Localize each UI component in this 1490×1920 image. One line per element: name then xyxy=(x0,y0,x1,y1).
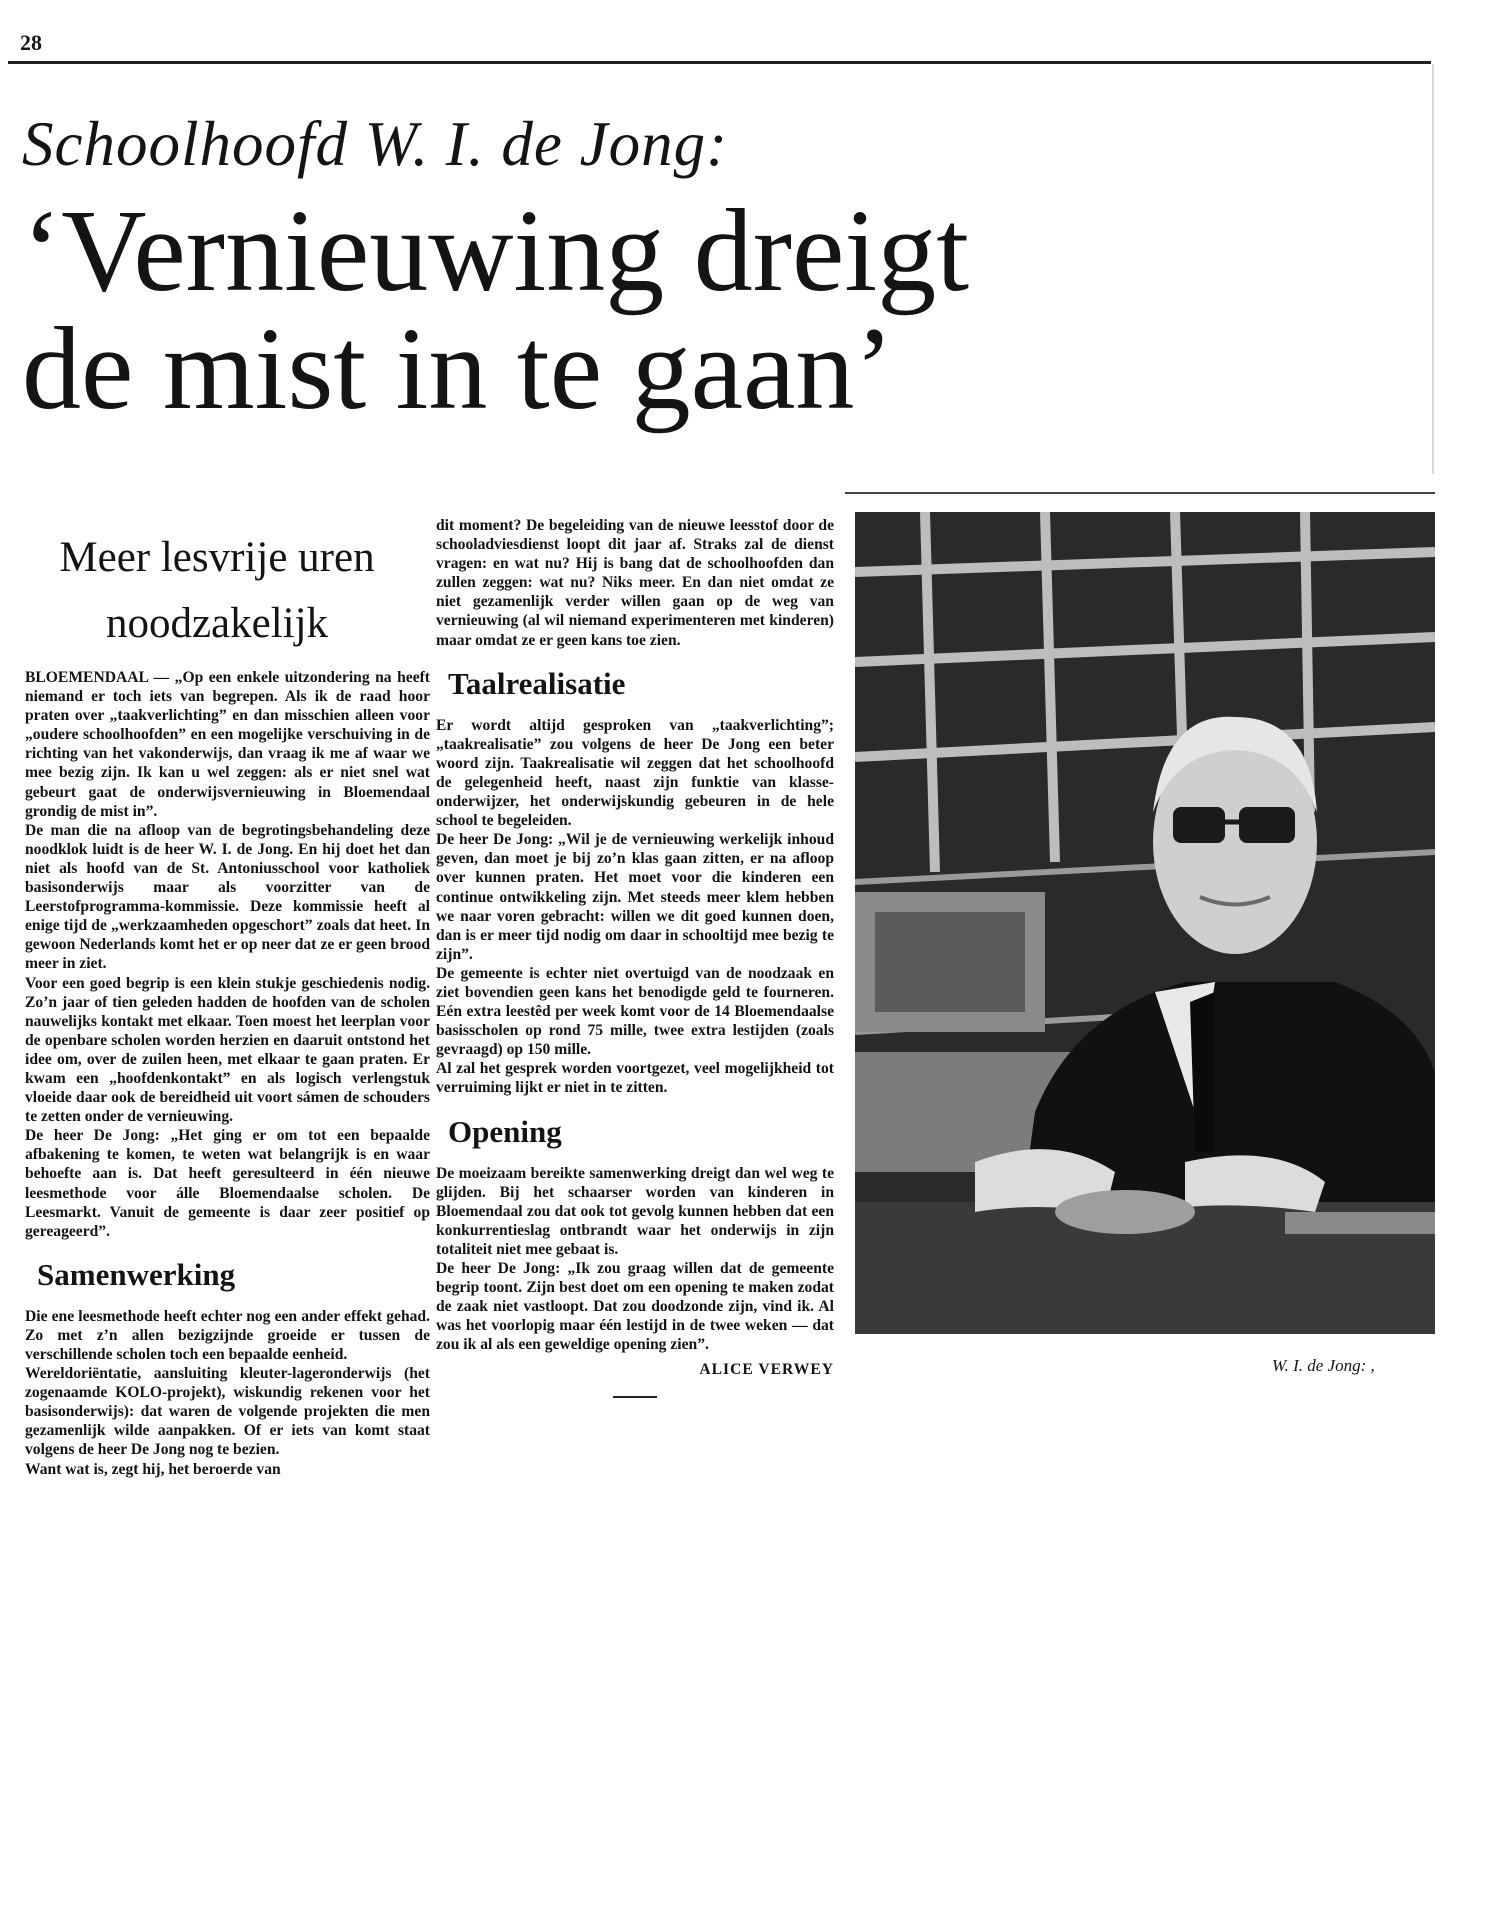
article-paragraph: Die ene leesmethode heeft echter nog een ander effekt gehad. Zo met z’n allen bezigzijnde groeide er tussen de verschillende scholen toch een bepaalde eenheid. xyxy=(25,1307,430,1363)
article-paragraph: dit moment? De begeleiding van de nieuwe leesstof door de schooladviesdienst loopt dit jaar af. Straks zal de dienst vragen: en wat nu? Hij is bang dat de schoolhoofden dan zullen zeggen: wat nu? Niks meer. En dan niet omdat ze niet gezamenlijk verder willen gaan op de weg van vernieuwing (al wil niemand experimenteren met kinderen) maar omdat ze er geen kans toe zien. xyxy=(436,517,834,649)
end-rule xyxy=(613,1396,657,1398)
article-paragraph: De man die na afloop van de begrotingsbehandeling deze noodklok luidt is de heer W. I. de Jong. En hij doet het dan niet als hoofd van de St. Antoniusschool voor katholiek basisonderwijs maar als voorzitter van de Leerstofprogramma-kommissie. Deze kommissie heeft al enige tijd de „werkzaamheden opgeschort” zoals dat heet. In gewoon Nederlands komt het er op neer dat ze er geen brood meer in ziet. xyxy=(25,821,430,973)
headline xyxy=(22,185,1202,434)
headline-line-1: ‘Vernieuwing dreigt xyxy=(22,185,969,316)
article-paragraph: De heer De Jong: „Het ging er om tot een bepaalde afbakening te komen, te weten wat belangrijk is en waar behoefte aan is. Dat heeft geresulteerd in één nieuwe leesmethode voor álle Bloemendaalse scholen. De Leesmarkt. Vanuit de gemeente is daar zeer positief op gereageerd”. xyxy=(25,1127,430,1240)
portrait-photo xyxy=(855,512,1435,1334)
page-number: 28 xyxy=(20,30,42,55)
photo-top-rule xyxy=(845,492,1435,494)
subhead-line-1: Meer lesvrije uren xyxy=(59,534,375,581)
subhead-line-2: noodzakelijk xyxy=(105,600,329,647)
photo-caption: W. I. de Jong: , xyxy=(1272,1356,1375,1375)
headline-line-2: de mist in te gaan’ xyxy=(22,303,894,434)
section-head-taalrealisatie: Taalrealisatie xyxy=(448,665,626,701)
section-head-opening: Opening xyxy=(448,1113,562,1149)
article-paragraph: Voor een goed begrip is een klein stukje geschiedenis nodig. Zo’n jaar of tien geleden hadden de hoofden van de scholen nauwelijks kontakt met elkaar. Toen moest het leerplan voor de openbare scholen worden herzien en daaruit ontstond het idee om, over de zuilen heen, met elkaar te gaan praten. Er kwam een „hoofdenkontakt” en als logisch verlengstuk vloeide daar ook de bereidheid uit voort sámen de schouders te zetten onder de vernieuwing. xyxy=(25,974,430,1126)
article-paragraph: Want wat is, zegt hij, het beroerde van xyxy=(25,1460,281,1478)
byline: ALICE VERWEY xyxy=(699,1361,834,1379)
kicker: Schoolhoofd W. I. de Jong: xyxy=(22,109,729,179)
article-paragraph: Wereldoriëntatie, aansluiting kleuter-lageronderwijs (het zogenaamde KOLO-projekt), wiskundig rekenen voor het basisonderwijs): dat waren de volgende projekten die men gezamenlijk wilde aanpakken. Of er iets van komt staat volgens de heer De Jong nog te bezien. xyxy=(25,1365,430,1459)
scan-edge-right xyxy=(1432,64,1434,474)
article-paragraph: BLOEMENDAAL — „Op een enkele uitzondering na heeft niemand er toch iets van begrepen. Als ik de raad hoor praten over „taakverlichting” en dan misschien alleen voor „oudere schoolhoofden” en een mogelijke verschuiving in de richting van het vakonderwijs, dan vraag ik me af waar we mee bezig zijn. Ik kan u wel zeggen: als er niet snel wat gebeurt gaat de onderwijsvernieuwing in Bloemendaal grondig de mist in”. xyxy=(25,669,430,820)
subhead xyxy=(12,525,422,657)
portrait-photo-drawing xyxy=(855,512,1435,1334)
article-column-1 xyxy=(25,668,430,1479)
article-paragraph: De heer De Jong: „Ik zou graag willen dat de gemeente begrip toont. Zijn best doet om een opening te maken zodat de zaak niet vastloopt. Dat zou doodzonde zijn, vind ik. Al was het voorlopig maar één lestijd in de twee weken — dat zou ik al als een geweldige opening zien”. xyxy=(436,1260,834,1354)
article-paragraph: De heer De Jong: „Wil je de vernieuwing werkelijk inhoud geven, dan moet je bij zo’n klas gaan zitten, er na afloop over kunnen praten. Het moet voor die kinderen een continue ontwikkeling zijn. Met steeds meer klem hebben we naar voren gebracht: willen we dit goed kunnen doen, dan is er meer tijd nodig om daar in schooltijd mee bezig te zijn”. xyxy=(436,831,834,963)
section-head-samenwerking: Samenwerking xyxy=(37,1256,236,1292)
article-paragraph: Er wordt altijd gesproken van „taakverlichting”; „taakrealisatie” zou volgens de heer De Jong een beter woord zijn. Taakrealisatie wil zeggen dat het schoolhoofd de gelegenheid heeft, naast zijn funktie van klasse-onderwijzer, het onderwijskundig gebeuren in de hele school te begeleiden. xyxy=(436,716,834,830)
article-column-2 xyxy=(436,516,834,1398)
article-paragraph: Al zal het gesprek worden voortgezet, veel mogelijkheid tot verruiming lijkt er niet in te zitten. xyxy=(436,1060,834,1097)
article-paragraph: De gemeente is echter niet overtuigd van de noodzaak en ziet bovendien geen kans het benodigde geld te fourneren. Eén extra leestêd per week komt voor de 14 Bloemendaalse basisscholen op rond 75 mille, twee extra lestijden (zoals gevraagd) op 150 mille. xyxy=(436,964,834,1059)
top-rule xyxy=(8,61,1431,64)
article-paragraph: De moeizaam bereikte samenwerking dreigt dan wel weg te glijden. Bij het schaarser worden van kinderen in Bloemendaal zou dat ook tot gevolg kunnen hebben dat een konkurrentieslag ontbrandt waar het onderwijs in zijn totaliteit niet mee gebaat is. xyxy=(436,1164,834,1258)
